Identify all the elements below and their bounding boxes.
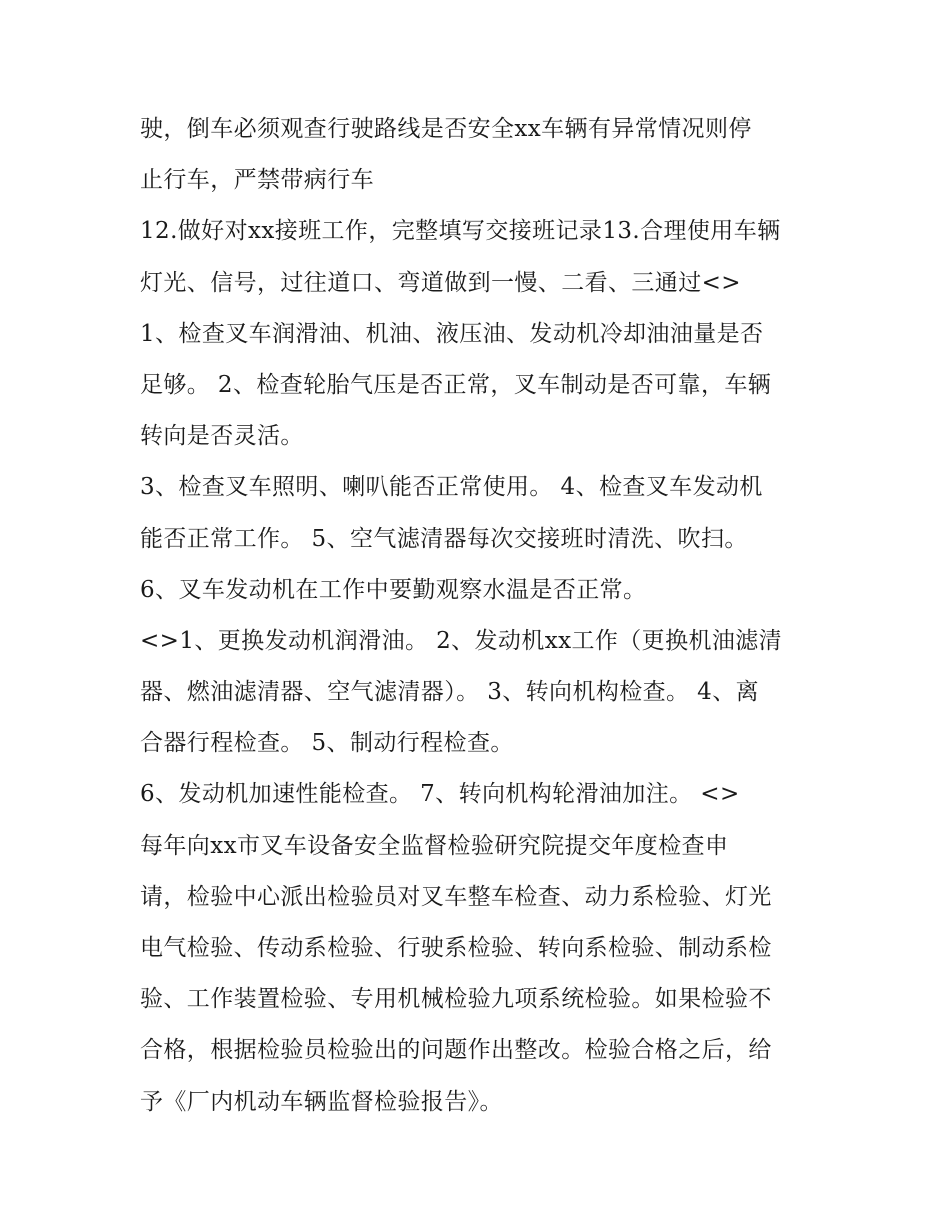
- text-line: 合器行程检查。 5、制动行程检查。: [140, 730, 514, 757]
- text-line: 1、检查叉车润滑油、机油、液压油、发动机冷却油油量是否: [140, 320, 764, 347]
- text-line: 灯光、信号，过往道口、弯道做到一慢、二看、三通过<>: [140, 269, 741, 296]
- text-line: 每年向xx市叉车设备安全监督检验研究院提交年度检查申: [140, 832, 729, 859]
- text-line: 3、检查叉车照明、喇叭能否正常使用。 4、检查叉车发动机: [140, 474, 763, 501]
- text-line: 验、工作装置检验、专用机械检验九项系统检验。如果检验不: [140, 986, 772, 1013]
- text-line: 能否正常工作。 5、空气滤清器每次交接班时清洗、吹扫。: [140, 525, 748, 552]
- text-line: 器、燃油滤清器、空气滤清器）。 3、转向机构检查。 4、离: [140, 679, 759, 706]
- text-line: <>1、更换发动机润滑油。 2、发动机xx工作（更换机油滤清: [140, 627, 783, 654]
- text-line: 转向是否灵活。: [140, 423, 304, 450]
- text-line: 足够。 2、检查轮胎气压是否正常，叉车制动是否可靠，车辆: [140, 371, 772, 398]
- document-body: [140, 104, 820, 1128]
- text-line: 止行车，严禁带病行车: [140, 167, 374, 194]
- text-line: 驶，倒车必须观查行驶路线是否安全xx车辆有异常情况则停: [140, 116, 752, 142]
- text-line: 6、发动机加速性能检查。 7、转向机构轮滑油加注。 <>: [140, 781, 740, 808]
- text-line: 12.做好对xx接班工作，完整填写交接班记录13.合理使用车辆: [140, 218, 781, 245]
- text-line: 电气检验、传动系检验、行驶系检验、转向系检验、制动系检: [140, 935, 772, 961]
- text-line: 予《厂内机动车辆监督检验报告》。: [140, 1088, 503, 1115]
- text-line: 请，检验中心派出检验员对叉车整车检查、动力系检验、灯光: [140, 883, 772, 910]
- text-line: 合格，根据检验员检验出的问题作出整改。检验合格之后，给: [140, 1037, 772, 1064]
- text-line: 6、叉车发动机在工作中要勤观察水温是否正常。: [140, 576, 647, 603]
